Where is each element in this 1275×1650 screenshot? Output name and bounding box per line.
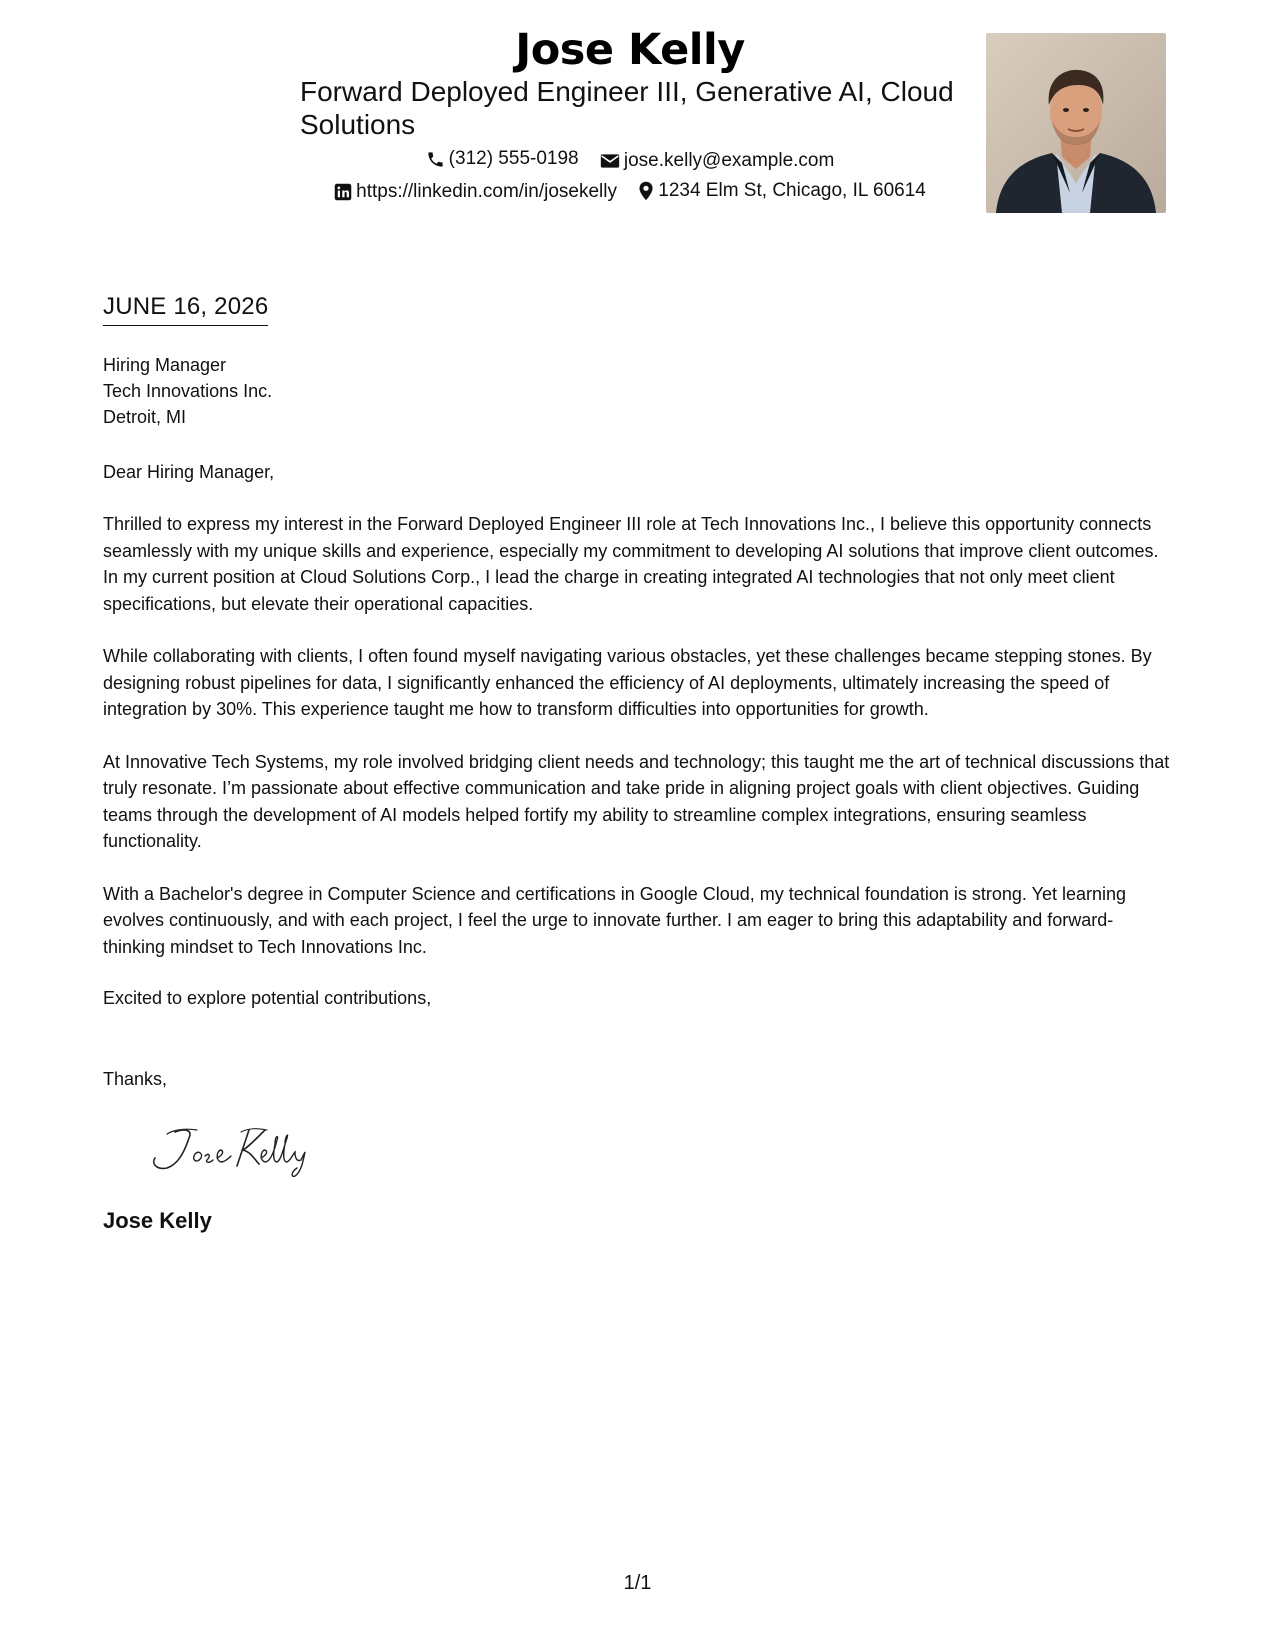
- phone-number: (312) 555-0198: [448, 148, 579, 169]
- salutation: Dear Hiring Manager,: [103, 462, 275, 482]
- contact-phone[interactable]: [426, 148, 579, 170]
- contact-address: [638, 180, 926, 202]
- recipient-title: Hiring Manager: [103, 355, 227, 375]
- email-address: jose.kelly@example.com: [623, 149, 835, 171]
- map-pin-icon: [638, 181, 654, 201]
- letter-header: [0, 0, 1275, 230]
- profile-photo: [986, 33, 1166, 213]
- contact-email[interactable]: [600, 150, 834, 172]
- body-paragraph: At Innovative Tech Systems, my role involved bridging client needs and technology; this taught me the art of technical discussions that truly resonate. I’m passionate about effective communication and take pride in aligning project goals with client objectives. Guiding teams through the development of AI models helped fortify my ability to streamline complex integrations, ensuring seamless functionality.: [103, 751, 1170, 851]
- letter-body: [103, 511, 1173, 986]
- recipient-location: Detroit, MI: [103, 407, 187, 427]
- recipient-company: Tech Innovations Inc.: [103, 381, 273, 401]
- body-paragraph: While collaborating with clients, I often found myself navigating various obstacles, yet these challenges became stepping stones. By designing robust pipelines for data, I significantly enhanced the efficiency of AI deployments, ultimately increasing the speed of integration by 30%. This experience taught me how to transform difficulties into opportunities for growth.: [103, 646, 1152, 719]
- handwritten-signature: [145, 1120, 325, 1180]
- letter-date: JUNE 16, 2026: [103, 293, 268, 326]
- signer-name: Jose Kelly: [103, 1208, 212, 1233]
- phone-icon: [426, 150, 445, 169]
- body-paragraph: With a Bachelor's degree in Computer Science and certifications in Google Cloud, my technical foundation is strong. Yet learning evolves continuously, and with each project, I feel the urge to innovate further. I am eager to bring this adaptability and forward-thinking mindset to Tech Innovations Inc.: [103, 883, 1127, 957]
- page-number: 1/1: [623, 1572, 652, 1594]
- linkedin-url: https://linkedin.com/in/josekelly: [356, 181, 617, 202]
- signoff: Thanks,: [103, 1069, 168, 1089]
- contact-linkedin[interactable]: [334, 181, 617, 203]
- body-paragraph: Thrilled to express my interest in the Forward Deployed Engineer III role at Tech Innovations Inc., I believe this opportunity connects seamlessly with my unique skills and experience, especially my commitment to developing AI solutions that improve client outcomes. In my current position at Cloud Solutions Corp., I lead the charge in creating integrated AI technologies that not only meet client specifications, but elevate their operational capacities.: [103, 514, 1159, 614]
- linkedin-icon: [334, 183, 352, 201]
- applicant-name: Jose Kelly: [515, 25, 745, 75]
- street-address: 1234 Elm St, Chicago, IL 60614: [658, 180, 926, 201]
- contact-row-secondary: [250, 180, 1010, 207]
- job-title: Forward Deployed Engineer III, Generative AI, Cloud Solutions: [300, 76, 954, 140]
- recipient-block: [103, 352, 272, 430]
- contact-row-primary: [250, 148, 1010, 175]
- envelope-icon: [600, 153, 620, 169]
- closing-line: Excited to explore potential contributions,: [103, 988, 432, 1008]
